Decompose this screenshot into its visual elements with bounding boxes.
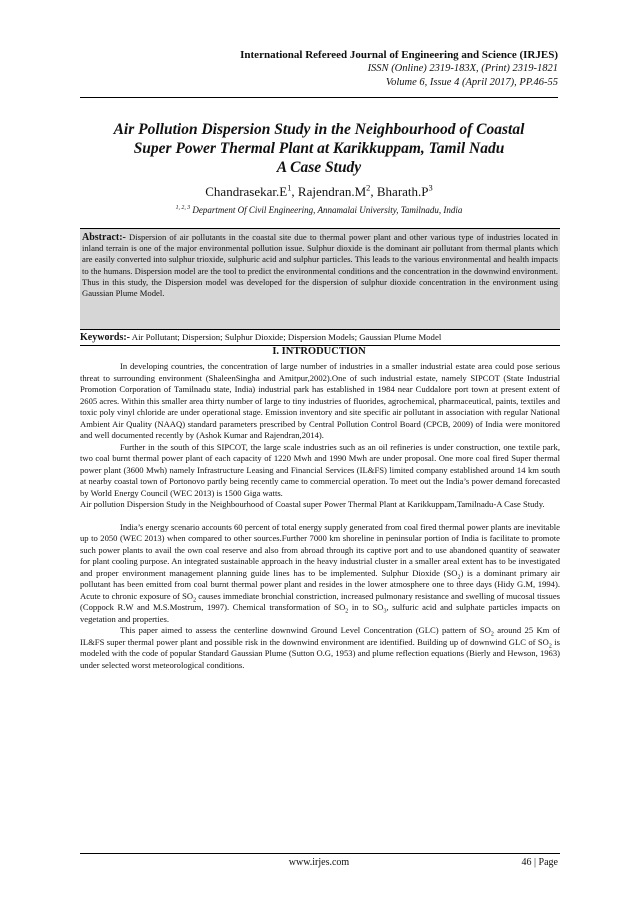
journal-title: International Refereed Journal of Engineering and Science (IRJES) [240, 49, 558, 61]
author-name: Chandrasekar.E [205, 184, 288, 199]
journal-volume: Volume 6, Issue 4 (April 2017), PP.46-55 [385, 77, 558, 88]
journal-header [240, 48, 558, 90]
abstract-text: Dispersion of air pollutants in the coastal site due to thermal power plant and other various type of industries located in inland terrain is one of the major environmental pollution issue. Sulphur dioxide is the dominant air pollutant from thermal plants which are easily converted into sulphur trioxide, sulphuric acid and sulphur particles. This leads to the various environmental and health impacts to the humans. Dispersion model are the tool to predict the environmental conditions and the concentration in the downwind environment. Thus in this study, the Dispersion model was developed for the dispersion of sulphur dioxide concentration in the environment using Gaussian Plume Model. [82, 232, 558, 299]
paragraph: India’s energy scenario accounts 60 percent of total energy supply generated from coal fired thermal power plants are inevitable up to 2050 (WEC 2013) when compared to other sources.Further 7000 km shoreline in peninsular portion of India is facilitate to promote such power plants to avail the own coal reserve and also from abroad through its captive port and to use abandoned quantity of seawater for plant cooling purpose. An integrated sustainable approach in the heavy industrial cluster in a smaller areal extent has to be investigated and proper environment management planning guide lines has to be implemented. Sulphur Dioxide $(SO_2)$ is a dominant primary air pollutant has been emitted from coal burnt thermal power plant and resides in the lower atmosphere one to three days (Hidy G.M, 1994). Acute to chronic exposure of $SO_2$ causes immediate bronchial constriction, increased pulmonary resistance and swelling of mucosal tissues (Coppock R.W and M.S.Mostrum, 1997). Chemical transformation of $SO_2$ in to $SO_3$, sulfuric acid and sulphate particles impacts on vegetation and properties. [80, 521, 560, 624]
author-affil-marker: 2 [366, 182, 371, 193]
paper-title [80, 120, 558, 177]
title-line-2: Super Power Thermal Plant at Karikkuppam, Tamil Nadu [133, 140, 505, 157]
paragraph: In developing countries, the concentration of large number of industries in a smaller industrial estate area could pose serious threat to surrounding environment (ShaleenSingha and Amitpur,2002).One of such industrial estate, namely SIPCOT (State Industrial Promotion Corporation of Tamilnadu state, India) industrial park has established in 1984 near Cuddalore port town at present extent of 2605 acres. Within this smaller area thirty number of large to tiny industries of fluorides, agrochemical, pharmaceutical, paints, textiles and toxic poly vinyl chloride are under operational stage. Emission inventory and site specific air pollutant in association with regular National Ambient Air Quality (NAAQ) standard parameters prescribed by Central Pollution Control Board (CPCB, 2009) of India were monitored and well documented recently by (Ashok Kumar and Rajendran,2014). [80, 361, 560, 440]
keywords-text: Air Pollutant; Dispersion; Sulphur Dioxide; Dispersion Models; Gaussian Plume Model [131, 332, 442, 342]
footer-site: www.irjes.com [288, 857, 350, 868]
author-name: Bharath.P [376, 184, 429, 199]
journal-issn: ISSN (Online) 2319-183X, (Print) 2319-1821 [367, 63, 558, 74]
body-text [80, 361, 560, 671]
author-name: Rajendran.M [297, 184, 367, 199]
paragraph: Further in the south of this SIPCOT, the large scale industries such as an oil refineries is under construction, one textile park, two coal burnt thermal power plant of each capacity of 1220 Mwh and 1990 Mwh are under proposal. One more coal fired Super thermal power plant (3600 Mwh) namely Infrastructure Leasing and Financial Services (IL&FS) limited company established around 14 km south at nearby coastal town of Portonovo partly being recently came to commercial operation. To meet out the India’s power demand forecasted by World Energy Council (WEC 2013) is 1500 Giga watts. [80, 441, 560, 498]
header-rule [80, 97, 558, 98]
affiliation-marker: 1, 2, 3 [175, 205, 191, 211]
abstract-label: Abstract:- [82, 232, 126, 243]
affiliation [80, 205, 558, 215]
footer-rule [80, 853, 560, 854]
abstract-box [80, 228, 560, 330]
keywords-label: Keywords:- [80, 332, 130, 343]
keywords [80, 332, 560, 343]
author-affil-marker: 1 [287, 182, 292, 193]
title-line-1: Air Pollution Dispersion Study in the Neighbourhood of Coastal [113, 121, 525, 138]
author-list: $Chandrasekar.E^1$, $Rajendran.M^2$, $Bharath.P^3$ [205, 182, 433, 199]
author-affil-marker: 3 [428, 182, 433, 193]
title-line-3: A Case Study [276, 159, 362, 176]
paragraph: Air pollution Dispersion Study in the Neighbourhood of Coastal super Power Thermal Plant at Karikkuppam,Tamilnadu-A Case Study. [80, 499, 545, 509]
affiliation-text: Department Of Civil Engineering, Annamalai University, Tamilnadu, India [192, 205, 463, 215]
section-heading: I. INTRODUCTION [272, 346, 366, 357]
footer-page-number: 46 | Page [521, 857, 558, 868]
paragraph: This paper aimed to assess the centerline downwind Ground Level Concentration (GLC) pattern of $SO_2$ around 25 Km of IL&FS super thermal power plant and possible risk in the downwind environment are identified. Building up of downwind GLC of $SO_2$ is modeled with the code of popular Standard Gaussian Plume (Sutton O.G, 1953) and plume reflection equations (Bierly and Hewson, 1963) under selected worst meteorological conditions. [80, 625, 560, 670]
